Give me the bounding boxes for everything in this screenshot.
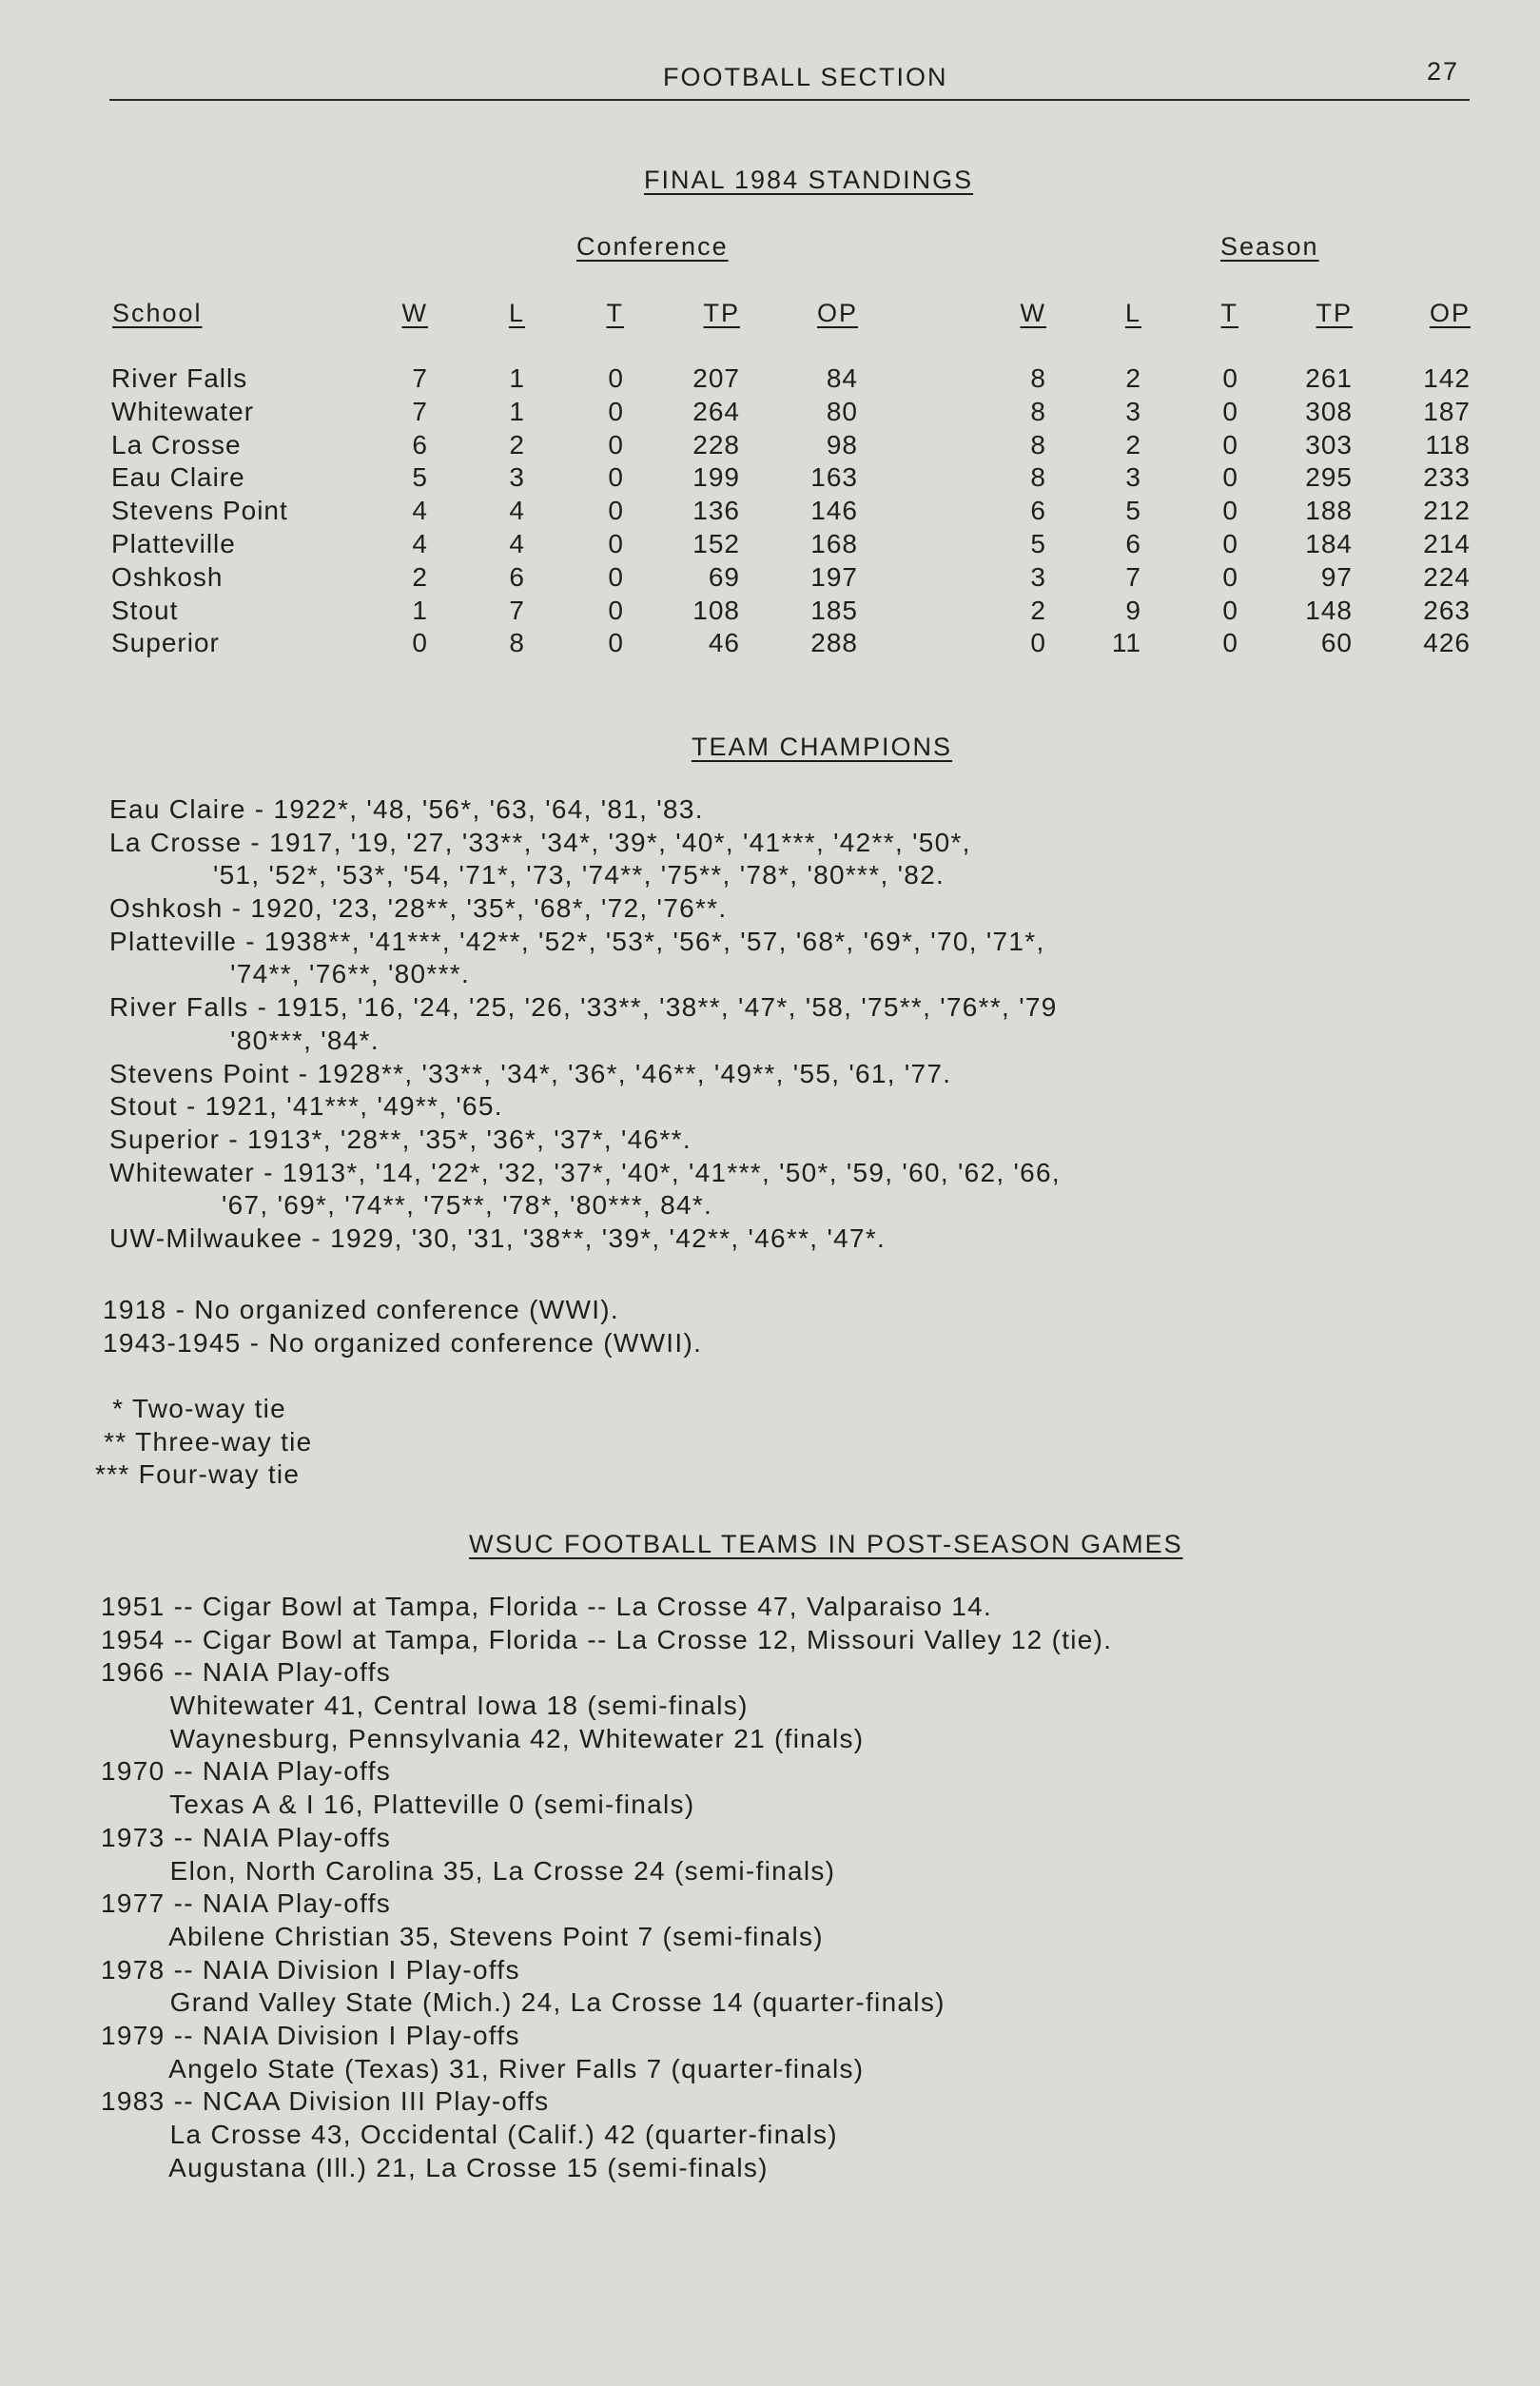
section-title: FOOTBALL SECTION <box>663 63 948 91</box>
conf-l-cell: 2 <box>509 429 525 460</box>
season-t-cell: 0 <box>1222 628 1238 658</box>
school-name: La Crosse <box>111 429 242 460</box>
season-t-cell: 0 <box>1222 595 1238 625</box>
season-w-cell: 2 <box>1030 595 1046 625</box>
champions-list <box>109 793 1061 1256</box>
conf-t-cell: 0 <box>608 628 624 658</box>
season-tp-cell: 60 <box>1320 628 1353 658</box>
conf-w-cell: 4 <box>412 496 428 526</box>
conference-group-heading: Conference <box>576 232 729 261</box>
postseason-title: WSUC FOOTBALL TEAMS IN POST-SEASON GAMES <box>469 1530 1183 1558</box>
season-tp-cell: 303 <box>1305 429 1353 460</box>
champion-line: UW-Milwaukee - 1929, '30, '31, '38**, '39*, '42**, '46**, '47*. <box>109 1222 887 1253</box>
conf-t-cell: 0 <box>608 529 624 558</box>
postseason-line: 1966 -- NAIA Play-offs <box>101 1657 392 1688</box>
postseason-line: Angelo State (Texas) 31, River Falls 7 (quarter-finals) <box>101 2053 865 2083</box>
conf-w-cell: 6 <box>412 429 428 460</box>
school-name: Oshkosh <box>111 561 224 592</box>
champion-line: La Crosse - 1917, '19, '27, '33**, '34*, '39*, '40*, '41***, '42**, '50*, <box>109 827 971 857</box>
conf-t-cell: 0 <box>608 462 624 493</box>
season-op-cell: 426 <box>1423 628 1471 658</box>
season-op-cell: 118 <box>1425 429 1471 460</box>
conf-op-cell: 146 <box>810 496 858 526</box>
postseason-line: 1983 -- NCAA Division III Play-offs <box>101 2086 550 2117</box>
season-op-cell: 224 <box>1423 561 1471 592</box>
season-w-cell: 8 <box>1030 396 1046 426</box>
school-name: Stevens Point <box>111 496 288 526</box>
postseason-line: 1977 -- NAIA Play-offs <box>101 1888 392 1919</box>
season-tp-column-header: TP <box>1316 299 1353 327</box>
conf-w-cell: 0 <box>412 628 428 658</box>
conf-op-cell: 80 <box>826 396 858 426</box>
conf-op-cell: 197 <box>810 561 858 592</box>
conf-l-cell: 3 <box>509 462 525 493</box>
postseason-line: 1951 -- Cigar Bowl at Tampa, Florida -- La Crosse 47, Valparaiso 14. <box>101 1592 993 1621</box>
conf-tp-cell: 69 <box>708 561 740 592</box>
season-w-cell: 3 <box>1030 561 1046 592</box>
conf-w-column-header: W <box>401 299 428 327</box>
conf-l-cell: 7 <box>509 595 525 625</box>
note-line: 1943-1945 - No organized conference (WWII). <box>103 1327 703 1358</box>
season-tp-cell: 97 <box>1320 561 1353 592</box>
postseason-line: Grand Valley State (Mich.) 24, La Crosse 14 (quarter-finals) <box>101 1987 945 2018</box>
conference-notes <box>103 1294 702 1359</box>
school-name: Superior <box>111 628 220 658</box>
season-t-cell: 0 <box>1222 396 1238 426</box>
season-op-cell: 233 <box>1423 462 1471 493</box>
conf-w-cell: 4 <box>412 529 428 558</box>
season-group-heading: Season <box>1220 232 1319 261</box>
champions-title: TEAM CHAMPIONS <box>692 733 953 761</box>
legend-item: * Two-way tie <box>95 1394 287 1423</box>
champion-line: Oshkosh - 1920, '23, '28**, '35*, '68*, '72, '76**. <box>109 893 728 924</box>
season-l-cell: 11 <box>1111 628 1141 658</box>
postseason-list <box>101 1591 1112 2184</box>
champion-line: '51, '52*, '53*, '54, '71*, '73, '74**, '75**, '78*, '80***, '82. <box>109 860 945 890</box>
season-t-cell: 0 <box>1222 363 1238 393</box>
champion-line: Platteville - 1938**, '41***, '42**, '52*, '53*, '56*, '57, '68*, '69*, '70, '71*, <box>109 926 1045 956</box>
conf-tp-cell: 264 <box>692 396 740 426</box>
season-op-cell: 142 <box>1423 363 1471 393</box>
conf-l-cell: 4 <box>509 496 525 526</box>
conf-t-cell: 0 <box>608 429 624 460</box>
season-l-cell: 3 <box>1125 396 1141 426</box>
season-op-cell: 214 <box>1423 529 1471 558</box>
conf-l-cell: 8 <box>509 628 525 658</box>
conf-w-cell: 2 <box>412 561 428 592</box>
season-l-column-header: L <box>1124 299 1141 327</box>
champion-line: '80***, '84*. <box>109 1025 380 1055</box>
conf-tp-cell: 152 <box>692 529 740 558</box>
champion-line: Superior - 1913*, '28**, '35*, '36*, '37*, '46**. <box>109 1124 692 1154</box>
legend-item: ** Three-way tie <box>95 1426 313 1457</box>
conf-l-cell: 1 <box>509 363 525 393</box>
legend-item: *** Four-way tie <box>95 1459 301 1490</box>
note-line: 1918 - No organized conference (WWI). <box>103 1295 619 1324</box>
season-l-cell: 2 <box>1125 429 1141 460</box>
season-w-column-header: W <box>1020 299 1046 327</box>
postseason-line: La Crosse 43, Occidental (Calif.) 42 (quarter-finals) <box>101 2120 838 2149</box>
conf-tp-column-header: TP <box>703 299 740 327</box>
champion-line: Eau Claire - 1922*, '48, '56*, '63, '64, '81, '83. <box>109 794 704 824</box>
tie-legend <box>95 1393 313 1492</box>
champion-line: Stevens Point - 1928**, '33**, '34*, '36*, '46**, '49**, '55, '61, '77. <box>109 1058 952 1088</box>
season-w-cell: 8 <box>1030 429 1046 460</box>
season-t-cell: 0 <box>1222 529 1238 558</box>
school-name: River Falls <box>111 363 248 393</box>
season-tp-cell: 148 <box>1305 595 1353 625</box>
season-t-cell: 0 <box>1222 496 1238 526</box>
conf-t-cell: 0 <box>608 595 624 625</box>
school-name: Platteville <box>111 529 236 558</box>
champion-line: '67, '69*, '74**, '75**, '78*, '80***, 84*. <box>109 1190 713 1221</box>
conf-op-cell: 98 <box>826 429 858 460</box>
season-w-cell: 5 <box>1030 529 1046 558</box>
champion-line: Stout - 1921, '41***, '49**, '65. <box>109 1091 503 1122</box>
champion-line: River Falls - 1915, '16, '24, '25, '26, '33**, '38**, '47*, '58, '75**, '76**, '79 <box>109 992 1058 1023</box>
conf-t-cell: 0 <box>608 363 624 393</box>
conf-l-column-header: L <box>508 299 525 327</box>
postseason-line: Waynesburg, Pennsylvania 42, Whitewater 21 (finals) <box>101 1723 865 1753</box>
conf-tp-cell: 228 <box>692 429 740 460</box>
postseason-line: Whitewater 41, Central Iowa 18 (semi-finals) <box>101 1691 749 1721</box>
conf-t-cell: 0 <box>608 561 624 592</box>
conf-tp-cell: 108 <box>692 595 740 625</box>
season-l-cell: 6 <box>1125 529 1141 558</box>
season-w-cell: 6 <box>1030 496 1046 526</box>
conf-t-cell: 0 <box>608 396 624 426</box>
season-l-cell: 5 <box>1125 496 1141 526</box>
season-op-cell: 212 <box>1423 496 1471 526</box>
season-l-cell: 3 <box>1125 462 1141 493</box>
postseason-line: Abilene Christian 35, Stevens Point 7 (semi-finals) <box>101 1921 824 1951</box>
season-w-cell: 8 <box>1030 462 1046 493</box>
postseason-line: Elon, North Carolina 35, La Crosse 24 (semi-finals) <box>101 1855 836 1886</box>
school-name: Stout <box>111 595 179 625</box>
season-l-cell: 9 <box>1125 595 1141 625</box>
postseason-line: 1978 -- NAIA Division I Play-offs <box>101 1954 520 1985</box>
champion-line: '74**, '76**, '80***. <box>109 959 471 989</box>
standings-title: FINAL 1984 STANDINGS <box>644 166 974 194</box>
school-name: Whitewater <box>111 396 255 426</box>
season-l-cell: 2 <box>1125 363 1141 393</box>
school-column-header: School <box>112 299 203 327</box>
champion-line: Whitewater - 1913*, '14, '22*, '32, '37*, '40*, '41***, '50*, '59, '60, '62, '66, <box>109 1157 1062 1187</box>
conf-op-cell: 163 <box>810 462 858 493</box>
conf-op-cell: 185 <box>810 595 858 625</box>
season-t-cell: 0 <box>1222 429 1238 460</box>
season-tp-cell: 184 <box>1305 529 1353 558</box>
season-op-column-header: OP <box>1429 299 1471 327</box>
conf-t-cell: 0 <box>608 496 624 526</box>
school-name: Eau Claire <box>111 462 245 493</box>
season-t-cell: 0 <box>1222 561 1238 592</box>
conf-t-column-header: T <box>606 299 624 327</box>
season-tp-cell: 188 <box>1305 496 1353 526</box>
conf-op-cell: 168 <box>810 529 858 558</box>
header-rule <box>109 99 1470 101</box>
page-number: 27 <box>1427 57 1460 86</box>
conf-l-cell: 4 <box>509 529 525 558</box>
conf-tp-cell: 46 <box>708 628 740 658</box>
postseason-line: Augustana (Ill.) 21, La Crosse 15 (semi-finals) <box>101 2152 769 2182</box>
postseason-line: Texas A & I 16, Platteville 0 (semi-finals) <box>101 1790 695 1820</box>
conf-w-cell: 7 <box>412 396 428 426</box>
conf-w-cell: 1 <box>412 595 428 625</box>
conf-tp-cell: 199 <box>692 462 740 493</box>
season-t-column-header: T <box>1220 299 1238 327</box>
season-op-cell: 187 <box>1423 396 1471 426</box>
postseason-line: 1954 -- Cigar Bowl at Tampa, Florida -- La Crosse 12, Missouri Valley 12 (tie). <box>101 1624 1113 1654</box>
season-w-cell: 8 <box>1030 363 1046 393</box>
postseason-line: 1979 -- NAIA Division I Play-offs <box>101 2020 520 2050</box>
conf-tp-cell: 207 <box>692 363 740 393</box>
conf-op-cell: 288 <box>810 628 858 658</box>
postseason-line: 1973 -- NAIA Play-offs <box>101 1822 392 1852</box>
season-tp-cell: 295 <box>1305 462 1353 493</box>
season-tp-cell: 261 <box>1305 363 1353 393</box>
conf-w-cell: 5 <box>412 462 428 493</box>
conf-w-cell: 7 <box>412 363 428 393</box>
season-tp-cell: 308 <box>1305 396 1353 426</box>
conf-op-column-header: OP <box>816 299 858 327</box>
season-op-cell: 263 <box>1423 595 1471 625</box>
conf-tp-cell: 136 <box>692 496 740 526</box>
season-w-cell: 0 <box>1030 628 1046 658</box>
season-l-cell: 7 <box>1125 561 1141 592</box>
conf-op-cell: 84 <box>826 363 858 393</box>
postseason-line: 1970 -- NAIA Play-offs <box>101 1756 392 1787</box>
conf-l-cell: 1 <box>509 396 525 426</box>
conf-l-cell: 6 <box>509 561 525 592</box>
season-t-cell: 0 <box>1222 462 1238 493</box>
